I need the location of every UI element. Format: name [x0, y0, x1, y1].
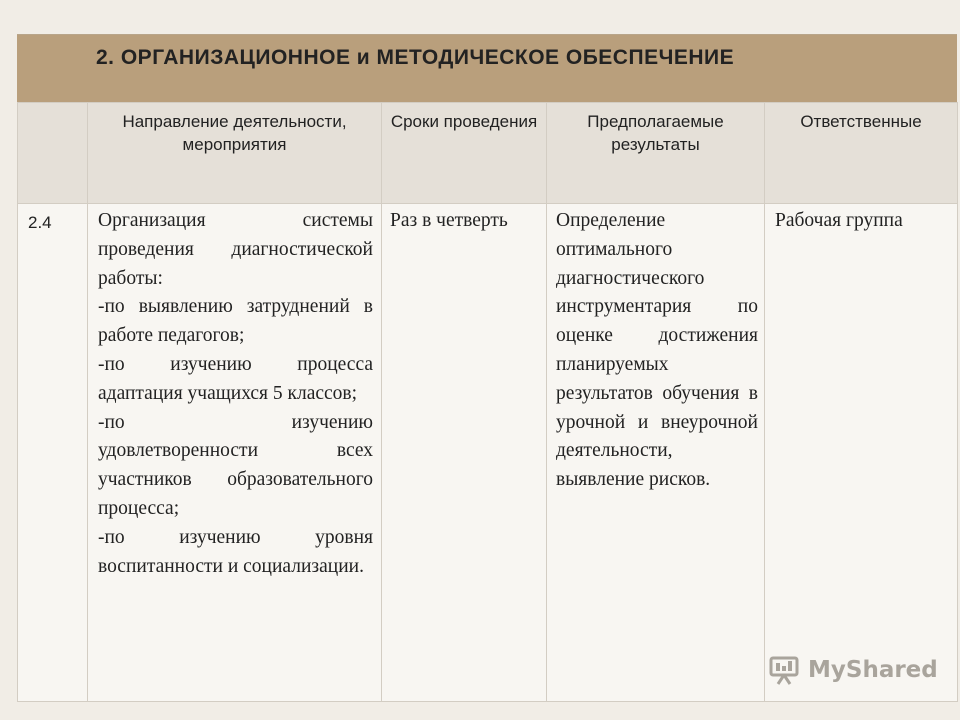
result-cell	[547, 204, 765, 702]
plan-table	[17, 102, 958, 702]
header-activity: Направление деятельности, мероприятия	[122, 112, 347, 154]
timing-cell	[382, 204, 547, 702]
timing-text: Раз в четверть	[390, 210, 508, 231]
activity-cell	[88, 204, 382, 702]
responsible-text: Рабочая группа	[775, 210, 903, 231]
table-row	[18, 204, 958, 702]
title-band	[17, 35, 957, 103]
header-cell-timing	[382, 103, 547, 204]
row-number: 2.4	[28, 213, 52, 232]
watermark-text: MyShared	[808, 657, 938, 683]
header-timing: Сроки проведения	[390, 112, 538, 131]
header-cell-responsible	[765, 103, 958, 204]
header-cell-results	[547, 103, 765, 204]
presentation-board-icon	[768, 655, 802, 685]
slide	[17, 34, 957, 702]
table-header-row	[18, 103, 958, 204]
result-text: Определение оптимального диагностического инструментария по оценке достижения планируемых результатов обучения в урочной и внеурочной деятельности, выявление рисков.	[556, 210, 758, 491]
header-results: Предполагаемые результаты	[587, 112, 724, 154]
header-responsible: Ответственные	[800, 112, 922, 131]
responsible-cell	[765, 204, 958, 702]
activity-text	[88, 204, 381, 581]
header-cell-number	[18, 103, 88, 204]
activity-line: -по изучению удовлетворенности всех участников образовательного процесса;	[98, 411, 373, 519]
page-title: 2. ОРГАНИЗАЦИОННОЕ и МЕТОДИЧЕСКОЕ ОБЕСПЕЧЕНИЕ	[96, 46, 735, 69]
activity-line: -по изучению уровня воспитанности и социализации.	[98, 526, 373, 577]
watermark	[768, 655, 938, 685]
activity-line: -по изучению процесса адаптация учащихся 5 классов;	[98, 353, 373, 404]
activity-line: Организация системы проведения диагностической работы:	[98, 210, 373, 289]
row-number-cell	[18, 204, 88, 702]
activity-line: -по выявлению затруднений в работе педагогов;	[98, 296, 373, 347]
header-cell-activity	[88, 103, 382, 204]
